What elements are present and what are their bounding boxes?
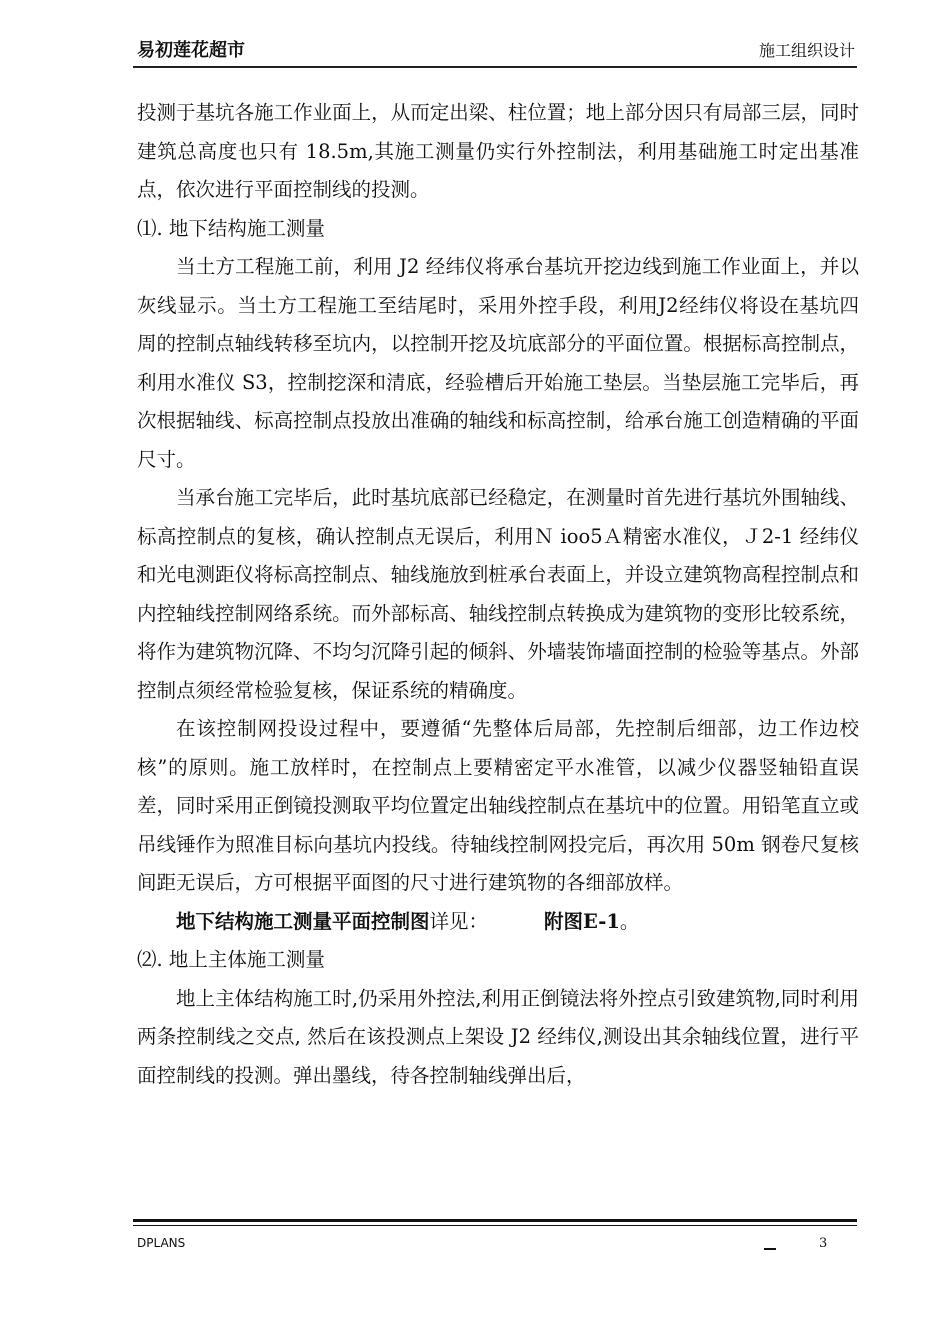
footer-dash bbox=[764, 1248, 776, 1250]
header-company: 易初莲花超市 bbox=[137, 40, 245, 61]
footer-divider-thin bbox=[133, 1225, 857, 1226]
paragraph-1: 投测于基坑各施工作业面上，从而定出梁、柱位置；地上部分因只有局部三层，同时建筑总高度也只有 18.5m,其施工测量仍实行外控制法，利用基础施工时定出基准点，依次进行平面控制线的投测。 bbox=[137, 101, 859, 201]
document-body bbox=[137, 94, 859, 1095]
figure-caption-text: 详见： bbox=[429, 909, 489, 933]
footer-label: DPLANS bbox=[137, 1236, 186, 1250]
header-divider bbox=[133, 66, 857, 68]
paragraph-6: 地上主体结构施工时,仍采用外控法,利用正倒镜法将外控点引致建筑物,同时利用两条控制线之交点, 然后在该投测点上架设 J2 经纬仪,测设出其余轴线位置，进行平面控制线的投测。弹出墨线，待各控制轴线弹出后， bbox=[137, 986, 859, 1087]
figure-caption-bold: 地下结构施工测量平面控制图 bbox=[176, 909, 430, 933]
paragraph-5 bbox=[137, 903, 859, 942]
section-heading-2: ⑵. 地上主体施工测量 bbox=[137, 948, 325, 971]
paragraph-3: 当承台施工完毕后，此时基坑底部已经稳定，在测量时首先进行基坑外围轴线、标高控制点的复核，确认控制点无误后，利用Ｎ ioo5Ａ精密水准仪，Ｊ2-1 经纬仪和光电测距仪将标高控制点、轴线施放到桩承台表面上，并设立建筑物高程控制点和内控轴线控制网络系统。而外部标高、轴线控制点转换成为建筑物的变形比较系统，将作为建筑物沉降、不均匀沉降引起的倾斜、外墙装饰墙面控制的检验等基点。外部控制点须经常检验复核，保证系统的精确度。 bbox=[137, 486, 859, 702]
paragraph-4: 在该控制网投设过程中，要遵循“先整体后局部，先控制后细部，边工作边校核”的原则。施工放样时，在控制点上要精密定平水准管，以减少仪器竖轴铅直误差，同时采用正倒镜投测取平均位置定出轴线控制点在基坑中的位置。用铅笔直立或吊线锤作为照准目标向基坑内投线。待轴线控制网投完后，再次用 50m 钢卷尺复核间距无误后，方可根据平面图的尺寸进行建筑物的各细部放样。 bbox=[137, 717, 859, 894]
section-heading-1: ⑴. 地下结构施工测量 bbox=[137, 216, 325, 240]
paragraph-2: 当土方工程施工前，利用 J2 经纬仪将承台基坑开挖边线到施工作业面上，并以灰线显示。当土方工程施工至结尾时，采用外控手段，利用J2经纬仪将设在基坑四周的控制点轴线转移至坑内，以控制开挖及坑底部分的平面位置。根据标高控制点，利用水准仪 S3，控制挖深和清底，经验槽后开始施工垫层。当垫层施工完毕后，再次根据轴线、标高控制点投放出准确的轴线和标高控制，给承台施工创造精确的平面尺寸。 bbox=[137, 255, 859, 471]
page-number: 3 bbox=[819, 1236, 828, 1251]
figure-reference: 附图E-1 bbox=[544, 909, 620, 933]
footer-divider-thick bbox=[133, 1219, 857, 1222]
figure-caption-end: 。 bbox=[619, 909, 640, 933]
header-doc-title: 施工组织设计 bbox=[758, 41, 855, 60]
